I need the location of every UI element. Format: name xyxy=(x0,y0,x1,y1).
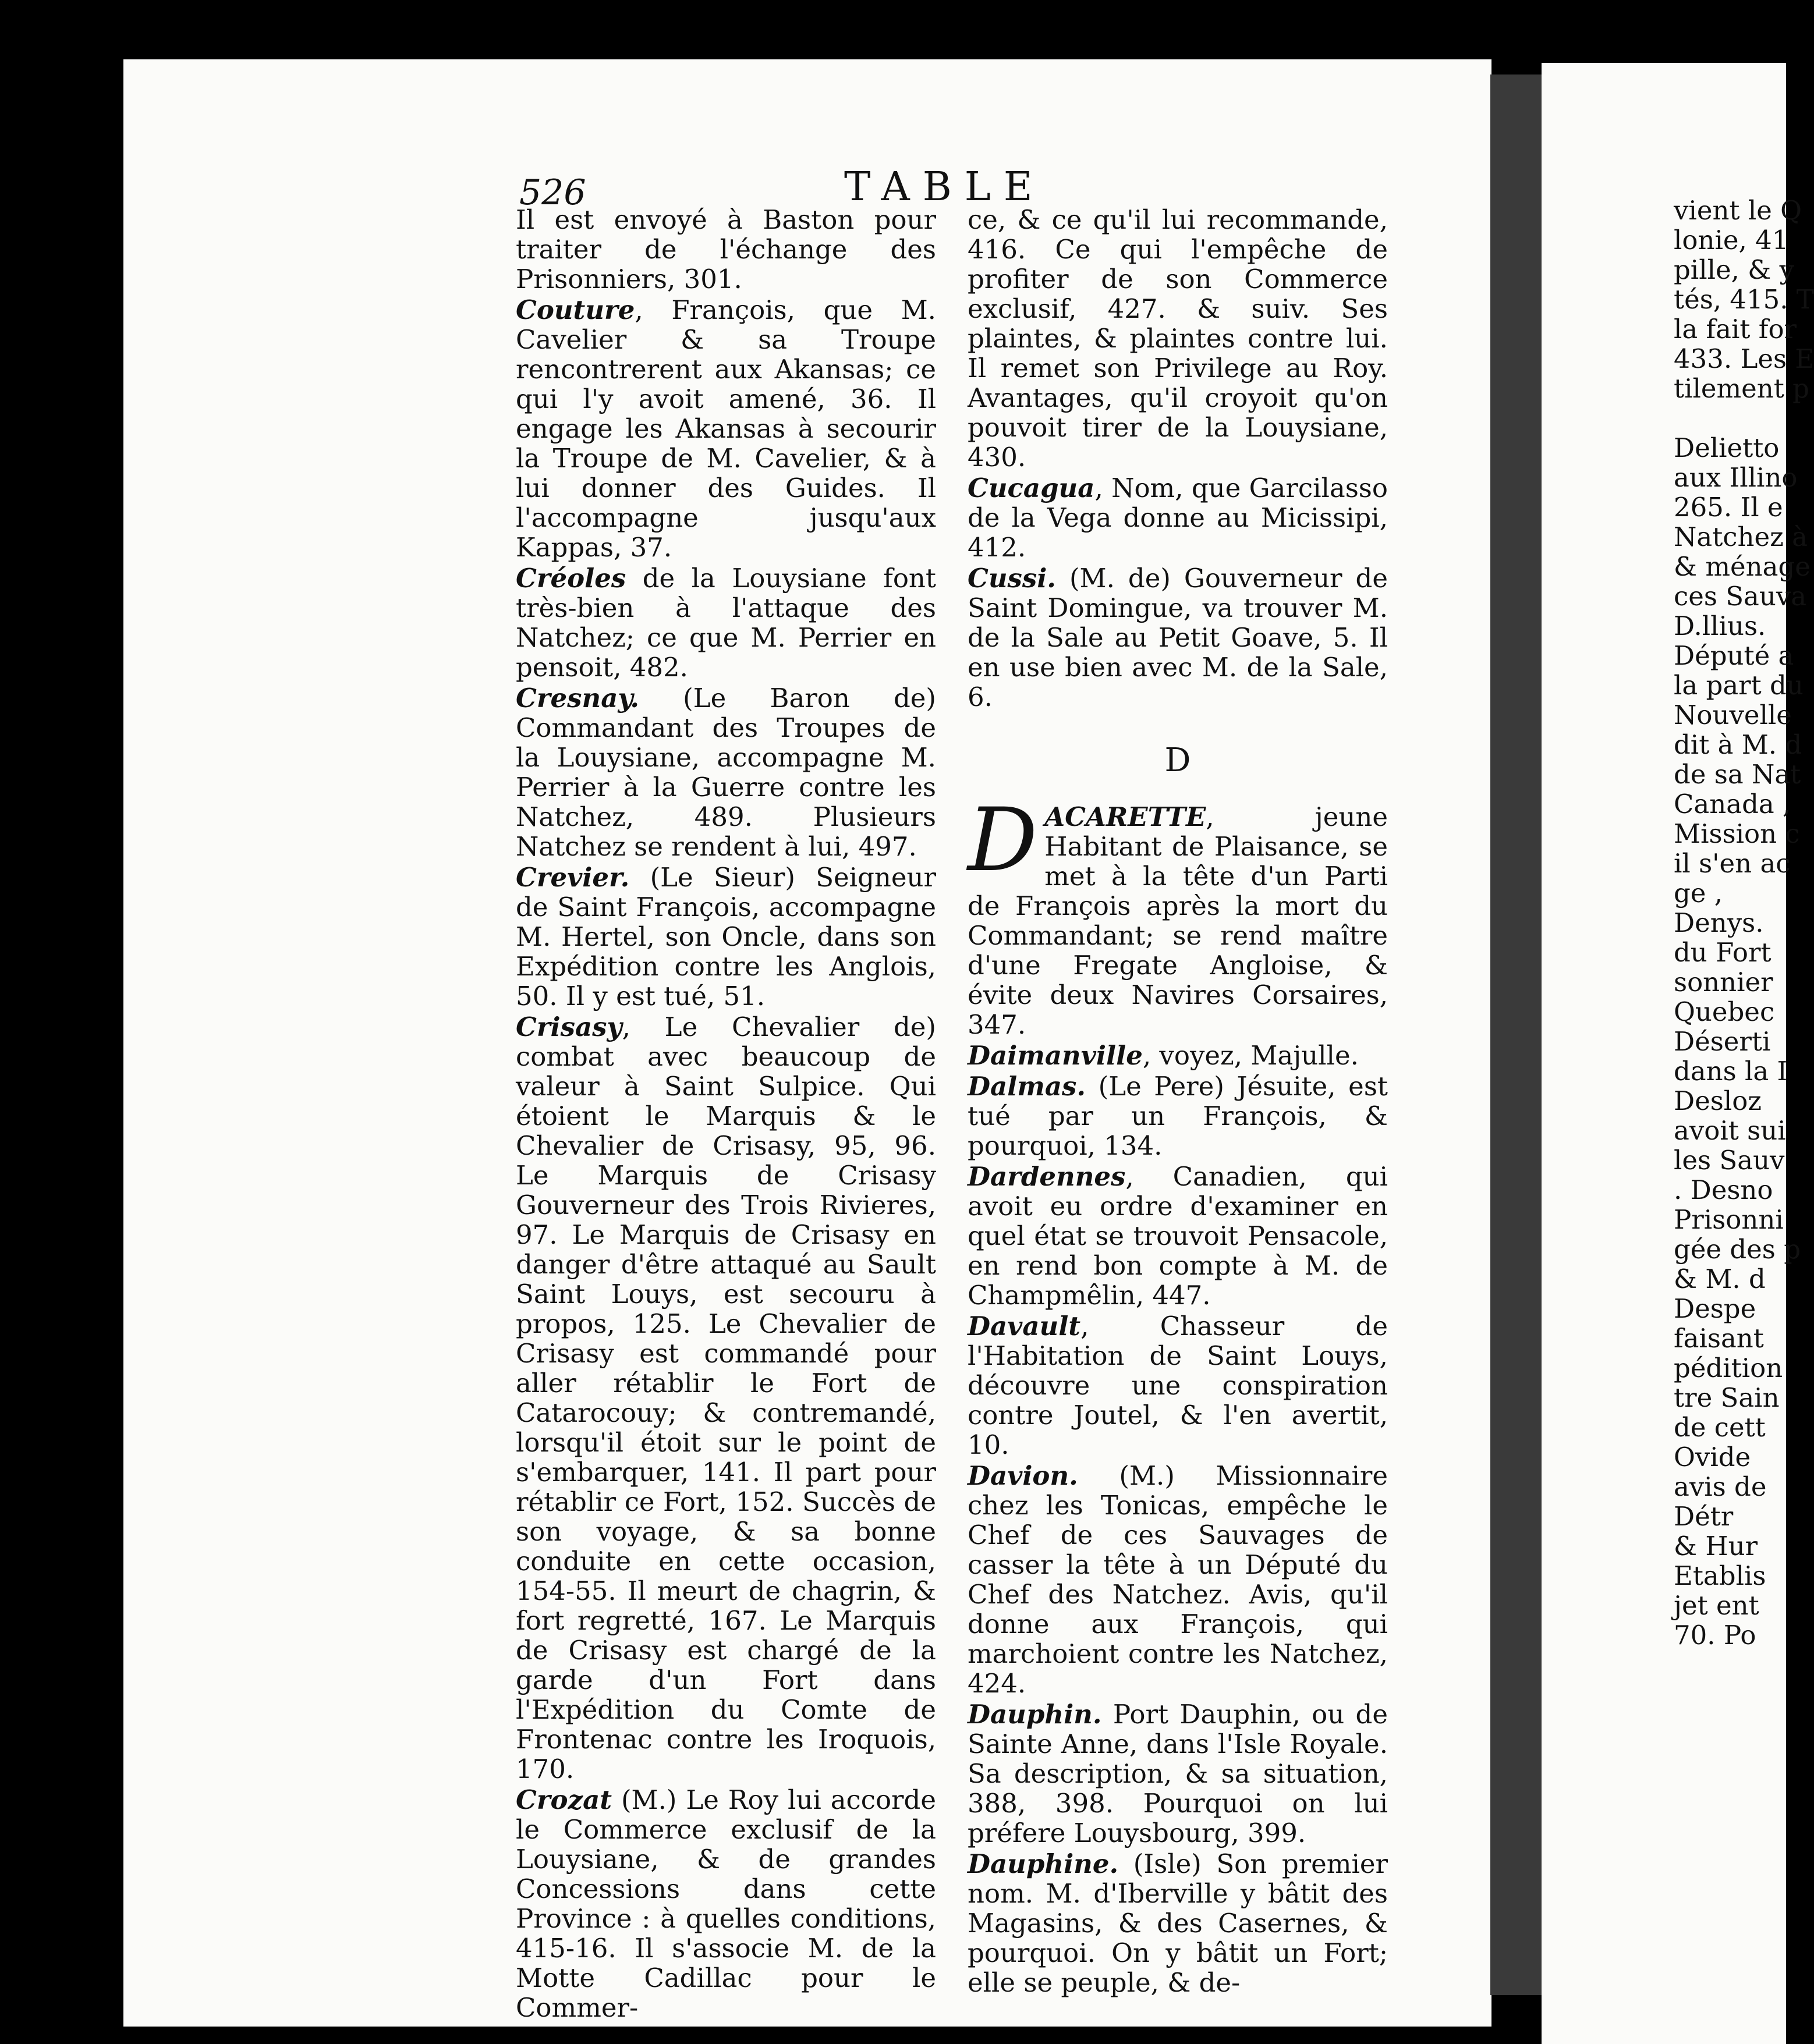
drop-cap: D xyxy=(968,790,1038,891)
partial-line: gée des p xyxy=(1674,1234,1801,1265)
partial-line: & Hur xyxy=(1674,1531,1758,1562)
index-entry xyxy=(516,563,936,682)
partial-line: Denys. xyxy=(1674,907,1764,938)
partial-line: dit à M. d xyxy=(1674,729,1802,760)
index-entry xyxy=(516,1785,936,2022)
index-entry xyxy=(968,1041,1388,1070)
entry-text: , Canadien, qui avoit eu ordre d'examiner en quel état se trouvoit Pensacole, en rend bon compte à M. de Champmêlin, 447. xyxy=(968,1161,1388,1311)
entry-text: Port Dauphin, ou de Sainte Anne, dans l'Isle Royale. Sa description, & sa situation, 388, 398. Pourquoi on lui préfere Louysbourg, 399. xyxy=(968,1699,1388,1848)
partial-line: Député a xyxy=(1674,640,1794,671)
entry-text: de la Louysiane font très-bien à l'attaque des Natchez; ce que M. Perrier en pensoit, 482. xyxy=(516,563,936,683)
partial-line: avis de xyxy=(1674,1471,1767,1502)
partial-line: tilement p xyxy=(1674,373,1809,404)
partial-line: . Desno xyxy=(1674,1174,1773,1205)
entry-text: , voyez, Majulle. xyxy=(1142,1040,1359,1071)
index-entry xyxy=(516,863,936,1011)
partial-line: du Fort xyxy=(1674,937,1772,968)
partial-line: Delietto xyxy=(1674,432,1780,463)
index-entry xyxy=(968,1071,1388,1161)
index-entry xyxy=(968,1311,1388,1460)
entry-text: , Nom, que Garcilasso de la Vega donne au Micissipi, 412. xyxy=(968,473,1388,563)
entry-headword: Davault xyxy=(968,1311,1081,1342)
entry-text: (M. de) Gouverneur de Saint Domingue, va trouver M. de la Sale au Petit Goave, 5. Il en use bien avec M. de la Sale, 6. xyxy=(968,563,1388,712)
entry-headword: Crisasy xyxy=(516,1012,622,1042)
index-entry xyxy=(968,1162,1388,1310)
entry-headword: Dauphine. xyxy=(968,1848,1119,1879)
partial-line: lonie, 41 xyxy=(1674,225,1789,256)
partial-line: il s'en ac xyxy=(1674,848,1791,879)
partial-line: avoit sui xyxy=(1674,1115,1786,1146)
partial-line: pédition xyxy=(1674,1353,1783,1383)
partial-line: de sa Nat xyxy=(1674,759,1801,790)
partial-line: Despe xyxy=(1674,1293,1756,1324)
entry-headword: ACARETTE xyxy=(1044,801,1206,832)
index-entry xyxy=(968,790,1388,1040)
margin-mark: ʒ xyxy=(314,0,328,27)
partial-line: la fait for xyxy=(1674,314,1797,345)
partial-line: Natchez à xyxy=(1674,521,1808,552)
entry-text: , jeune Habitant de Plaisance, se met à la tête d'un Parti de François après la mort du Commandant; se rend maître d'une Fregate Angloise, & évite deux Navires Corsaires, 347. xyxy=(968,801,1388,1040)
partial-line: dans la I xyxy=(1674,1056,1788,1087)
entry-headword: Cucagua xyxy=(968,473,1095,503)
index-entry xyxy=(516,205,936,294)
entry-text: (Le Sieur) Seigneur de Saint François, accompagne M. Hertel, son Oncle, dans son Expédition contre les Anglois, 50. Il y est tué, 51. xyxy=(516,862,936,1012)
partial-line: Ovide xyxy=(1674,1442,1751,1472)
index-entry xyxy=(968,1699,1388,1848)
partial-line: Mission c xyxy=(1674,818,1800,849)
partial-line: la part du xyxy=(1674,670,1804,701)
entry-text: , François, que M. Cavelier & sa Troupe rencontrerent aux Akansas; ce qui l'y avoit amené, 36. Il engage les Akansas à secourir la Troupe de M. Cavelier, & à lui donner des Guides. Il l'accompagne jusqu'aux Kappas, 37. xyxy=(516,294,936,563)
partial-line: vient le Q xyxy=(1674,195,1802,226)
partial-line: Etablis xyxy=(1674,1560,1766,1591)
partial-line: D.llius. xyxy=(1674,611,1766,641)
partial-line: jet ent xyxy=(1674,1590,1759,1621)
partial-line: aux Illino xyxy=(1674,462,1798,493)
entry-text: (M.) Missionnaire chez les Tonicas, empêche le Chef de ces Sauvages de casser la tête à un Député du Chef des Natchez. Avis, qu'il donne aux François, qui marchoient contre les Natchez, 424. xyxy=(968,1460,1388,1699)
index-entry xyxy=(968,205,1388,472)
partial-line: tre Sain xyxy=(1674,1382,1780,1413)
partial-line: ces Sauva xyxy=(1674,581,1807,612)
entry-headword: Dardennes xyxy=(968,1161,1126,1192)
entry-headword: Davion. xyxy=(968,1460,1078,1491)
index-column-right-partial xyxy=(1674,195,1814,1651)
entry-text: , Le Chevalier de) combat avec beaucoup de valeur à Saint Sulpice. Qui étoient le Marquis & le Chevalier de Crisasy, 95, 96. Le Marquis de Crisasy Gouverneur des Trois Rivieres, 97. Le Marquis de Crisasy en danger d'être attaqué au Sault Saint Louys, est secouru à propos, 125. Le Chevalier de Crisasy est commandé pour aller rétablir le Fort de Catarocouy; & contremandé, lorsqu'il étoit sur le point de s'embarquer, 141. Il part pour rétablir ce Fort, 152. Succès de son voyage, & sa bonne conduite en cette occasion, 154-55. Il meurt de chagrin, & fort regretté, 167. Le Marquis de Crisasy est chargé de la garde d'un Fort dans l'Expédition du Comte de Frontenac contre les Iroquois, 170. xyxy=(516,1012,936,1784)
entry-headword: Cresnay. xyxy=(516,683,640,714)
partial-line xyxy=(1674,403,1790,433)
partial-line: faisant xyxy=(1674,1323,1764,1354)
partial-line: Prisonni xyxy=(1674,1204,1784,1235)
section-letter: D xyxy=(1164,741,1191,779)
index-column-middle xyxy=(968,205,1388,1997)
index-entry xyxy=(968,1461,1388,1698)
index-entry xyxy=(516,1012,936,1784)
partial-line: 265. Il e xyxy=(1674,492,1783,523)
entry-headword: Crevier. xyxy=(516,862,630,893)
partial-line: les Sauv xyxy=(1674,1145,1785,1176)
partial-line: Détr xyxy=(1674,1501,1734,1532)
index-entry xyxy=(968,1849,1388,1997)
book-gutter xyxy=(1490,74,1542,1995)
partial-line: Canada , xyxy=(1674,789,1791,819)
entry-headword: Cussi. xyxy=(968,563,1056,594)
partial-line: Déserti xyxy=(1674,1026,1771,1057)
entry-text: (M.) Le Roy lui accorde le Commerce exclusif de la Louysiane, & de grandes Concessions dans cette Province : à quelles conditions, 415-16. Il s'associe M. de la Motte Cadillac pour le Commer- xyxy=(516,1784,936,2023)
running-head: TABLE xyxy=(844,164,1046,210)
partial-line: Nouvelle xyxy=(1674,700,1792,730)
page-number: 526 xyxy=(519,172,586,213)
index-entry xyxy=(516,295,936,562)
entry-headword: Crozat xyxy=(516,1784,612,1815)
entry-headword: Daimanville xyxy=(968,1040,1143,1071)
index-entry xyxy=(516,683,936,861)
margin-mark: ʒ xyxy=(1217,0,1230,27)
partial-line: 70. Po xyxy=(1674,1620,1756,1651)
entry-text: Il est envoyé à Baston pour traiter de l'échange des Prisonniers, 301. xyxy=(516,204,936,294)
index-column-left xyxy=(516,205,936,2022)
partial-line: tés, 415. T xyxy=(1674,284,1814,315)
partial-line: de cett xyxy=(1674,1412,1766,1443)
partial-line: Quebec xyxy=(1674,996,1775,1027)
partial-line: & ménage xyxy=(1674,551,1811,582)
partial-line: 433. Les E xyxy=(1674,343,1814,374)
entry-text: (Le Pere) Jésuite, est tué par un François, & pourquoi, 134. xyxy=(968,1071,1388,1161)
entry-headword: Dauphin. xyxy=(968,1699,1102,1730)
entry-headword: Créoles xyxy=(516,563,626,594)
index-entry xyxy=(968,563,1388,712)
entry-text: (Le Baron de) Commandant des Troupes de la Louysiane, accompagne M. Perrier à la Guerre contre les Natchez, 489. Plusieurs Natchez se rendent à lui, 497. xyxy=(516,683,936,862)
entry-text: ce, & ce qu'il lui recommande, 416. Ce qui l'empêche de profiter de son Commerce exclusif, 427. & suiv. Ses plaintes, & plaintes contre lui. Il remet son Privilege au Roy. Avantages, qu'il croyoit qu'on pouvoit tirer de la Louysiane, 430. xyxy=(968,204,1388,473)
entry-headword: Dalmas. xyxy=(968,1071,1086,1102)
partial-line: Desloz xyxy=(1674,1085,1762,1116)
partial-line: pille, & y xyxy=(1674,254,1795,285)
entry-headword: Couture xyxy=(516,294,635,325)
partial-line: ge , xyxy=(1674,878,1723,909)
margin-mark: ↄ xyxy=(204,17,217,44)
index-entry xyxy=(968,473,1388,562)
partial-line: & M. d xyxy=(1674,1264,1766,1294)
entry-text: (Isle) Son premier nom. M. d'Iberville y bâtit des Magasins, & des Casernes, & pourquoi. On y bâtit un Fort; elle se peuple, & de- xyxy=(968,1848,1388,1998)
partial-line: sonnier xyxy=(1674,967,1773,998)
entry-text: , Chasseur de l'Habitation de Saint Louys, découvre une conspiration contre Joutel, & l'en avertit, 10. xyxy=(968,1311,1388,1460)
